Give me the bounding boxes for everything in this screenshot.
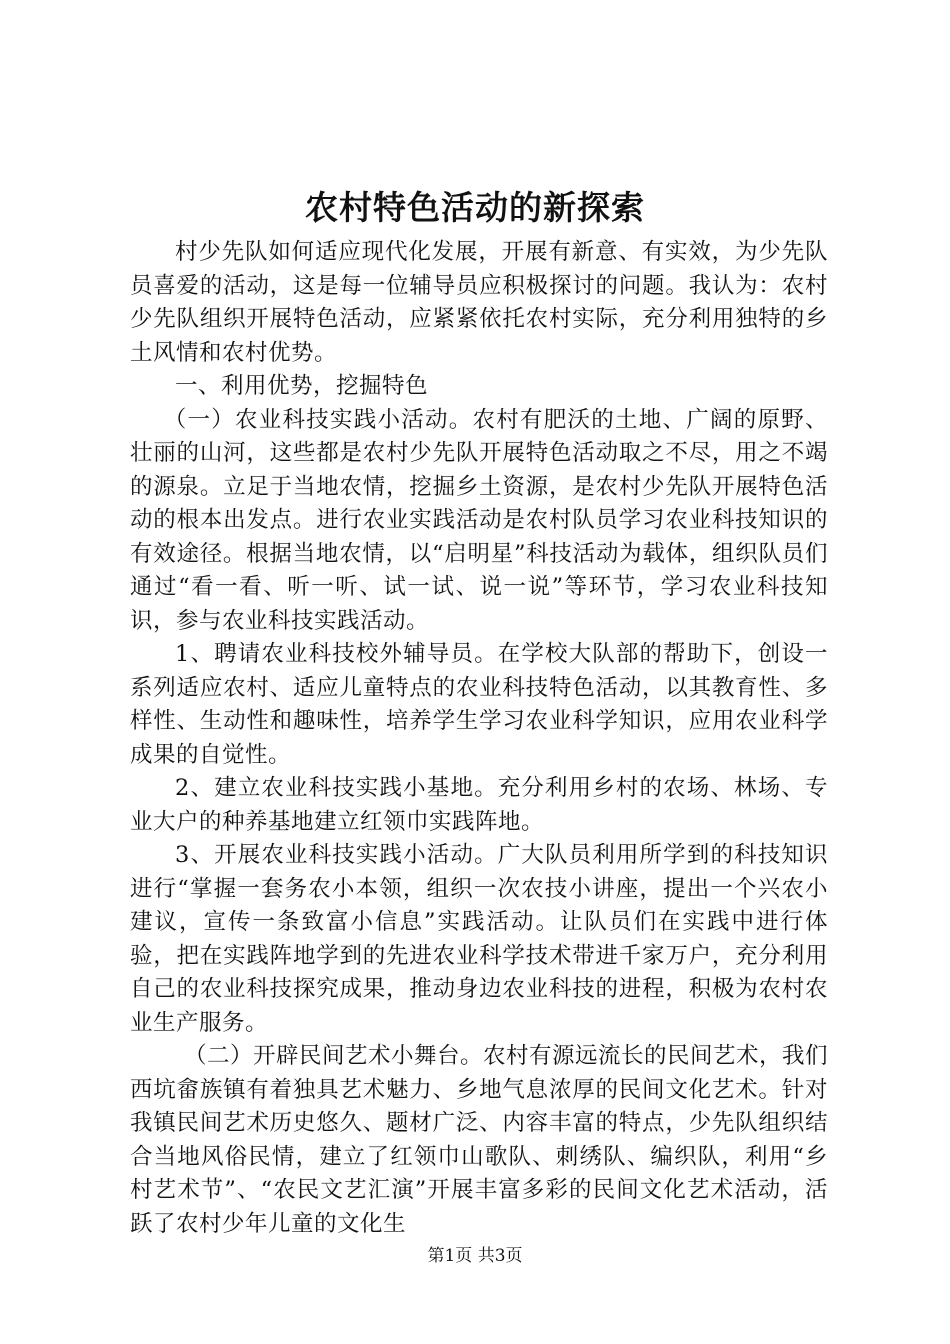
paragraph-item-1: 1、聘请农业科技校外辅导员。在学校大队部的帮助下，创设一系列适应农村、适应儿童特点的农业科技特色活动，以其教育性、多样性、生动性和趣味性，培养学生学习农业科学知识，应用农业科学成果的自觉性。 <box>130 641 828 768</box>
paragraph-intro: 村少先队如何适应现代化发展，开展有新意、有实效，为少先队员喜爱的活动，这是每一位辅导员应积极探讨的问题。我认为：农村少先队组织开展特色活动，应紧紧依托农村实际，充分利用独特的乡土风情和农村优势。 <box>130 239 828 366</box>
paragraph-item-2: 2、建立农业科技实践小基地。充分利用乡村的农场、林场、专业大户的种养基地建立红领巾实践阵地。 <box>130 775 828 835</box>
page-footer: 第1页 共3页 <box>427 1246 523 1266</box>
paragraph-item-3: 3、开展农业科技实践小活动。广大队员利用所学到的科技知识进行“掌握一套务农小本领，组织一次农技小讲座，提出一个兴农小建议，宣传一条致富小信息”实践活动。让队员们在实践中进行体验，把在实践阵地学到的先进农业科学技术带进千家万户，充分利用自己的农业科技探究成果，推动身边农业科技的进程，积极为农村农业生产服务。 <box>130 842 828 1036</box>
section-heading-1: 一、利用优势，挖掘特色 <box>175 373 429 399</box>
paragraph-subsection-2: （二）开辟民间艺术小舞台。农村有源远流长的民间艺术，我们西坑畲族镇有着独具艺术魅力、乡地气息浓厚的民间文化艺术。针对我镇民间艺术历史悠久、题材广泛、内容丰富的特点，少先队组织结合当地风俗民情，建立了红领巾山歌队、刺绣队、编织队，利用“乡村艺术节”、“农民文艺汇演”开展丰富多彩的民间文化艺术活动，活跃了农村少年儿童的文化生 <box>130 1043 829 1237</box>
paragraph-subsection-1: （一）农业科技实践小活动。农村有肥沃的土地、广阔的原野、壮丽的山河，这些都是农村少先队开展特色活动取之不尽，用之不竭的源泉。立足于当地农情，挖掘乡土资源，是农村少先队开展特色活动的根本出发点。进行农业实践活动是农村队员学习农业科技知识的有效途径。根据当地农情，以“启明星”科技活动为载体，组织队员们通过“看一看、听一听、试一试、说一说”等环节，学习农业科技知识，参与农业科技实践活动。 <box>130 406 828 634</box>
document-body <box>130 236 828 1241</box>
document-title: 农村特色活动的新探索 <box>305 188 645 227</box>
